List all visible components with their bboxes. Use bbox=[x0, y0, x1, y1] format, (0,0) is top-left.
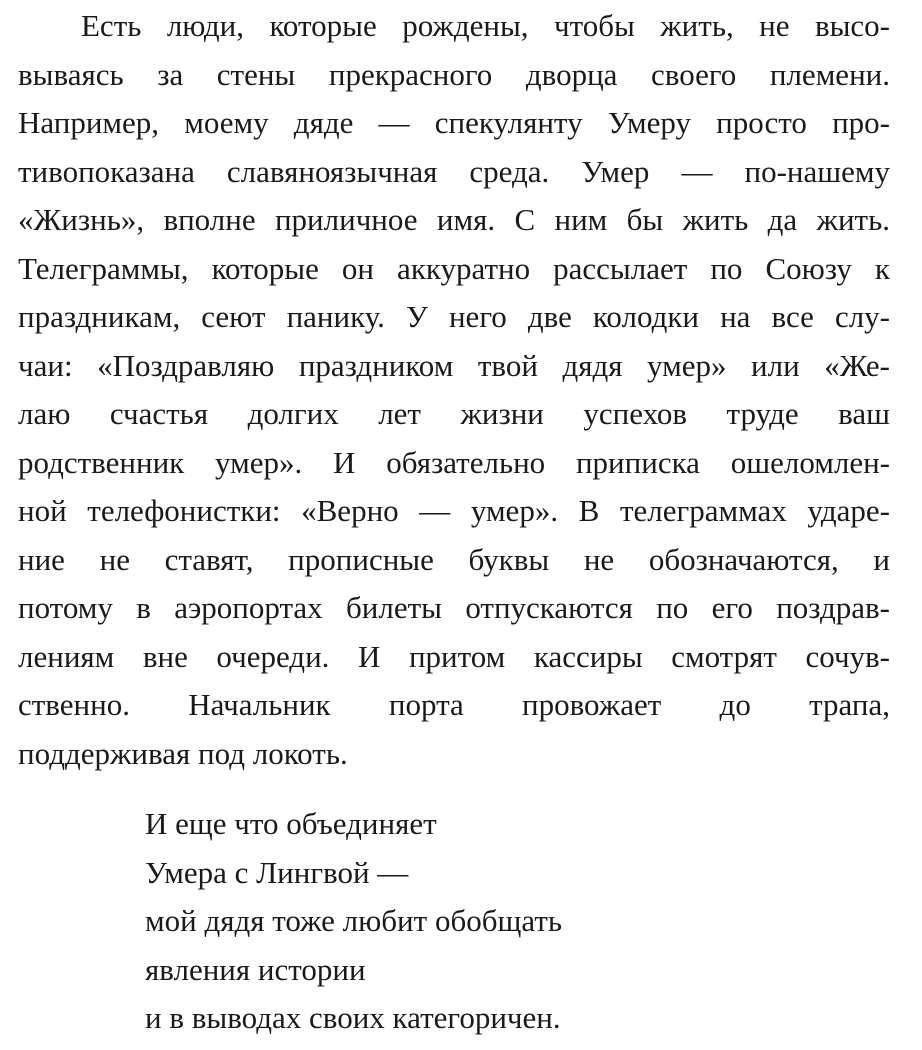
paragraph-line: тивопоказана славяноязычная среда. Умер — по-нашему bbox=[18, 153, 890, 189]
paragraph-line: родственник умер». И обязательно приписка ошеломлен- bbox=[18, 444, 890, 480]
paragraph-line: праздникам, сеют панику. У него две колодки на все слу- bbox=[18, 299, 890, 334]
verse-line: Умера с Лингвой — bbox=[145, 854, 409, 890]
paragraph-line: чаи: «Поздравляю праздником твой дядя умер» или «Же- bbox=[18, 347, 890, 383]
paragraph-line: Например, моему дяде — спекулянту Умеру просто про- bbox=[18, 105, 890, 140]
paragraph-line: лаю счастья долгих лет жизни успехов труде ваш bbox=[18, 396, 890, 431]
paragraph-line: Есть люди, которые рождены, чтобы жить, не высо- bbox=[81, 8, 890, 43]
paragraph-line: «Жизнь», вполне приличное имя. С ним бы жить да жить. bbox=[18, 202, 890, 237]
verse-line: и в выводах своих категоричен. bbox=[145, 1000, 561, 1035]
paragraph-line: ние не ставят, прописные буквы не обозначаются, и bbox=[18, 541, 890, 577]
paragraph bbox=[18, 2, 890, 778]
paragraph-line: потому в аэропортах билеты отпускаются по его поздрав- bbox=[18, 590, 890, 625]
verse-line: мой дядя тоже любит обобщать bbox=[145, 903, 563, 938]
paragraph-line: поддерживая под локоть. bbox=[18, 735, 348, 771]
paragraph-line: вываясь за стены прекрасного дворца своего племени. bbox=[18, 56, 890, 92]
paragraph-line: Телеграммы, которые он аккуратно рассылает по Союзу к bbox=[18, 250, 890, 286]
verse-line: И еще что объединяет bbox=[145, 806, 437, 841]
verse-block bbox=[145, 800, 865, 1043]
paragraph-line: ной телефонистки: «Верно — умер». В телеграммах ударе- bbox=[18, 493, 890, 528]
paragraph-line: лениям вне очереди. И притом кассиры смотрят сочув- bbox=[18, 638, 890, 674]
paragraph-line: ственно. Начальник порта провожает до трапа, bbox=[18, 687, 890, 722]
verse-line: явления истории bbox=[145, 951, 366, 987]
